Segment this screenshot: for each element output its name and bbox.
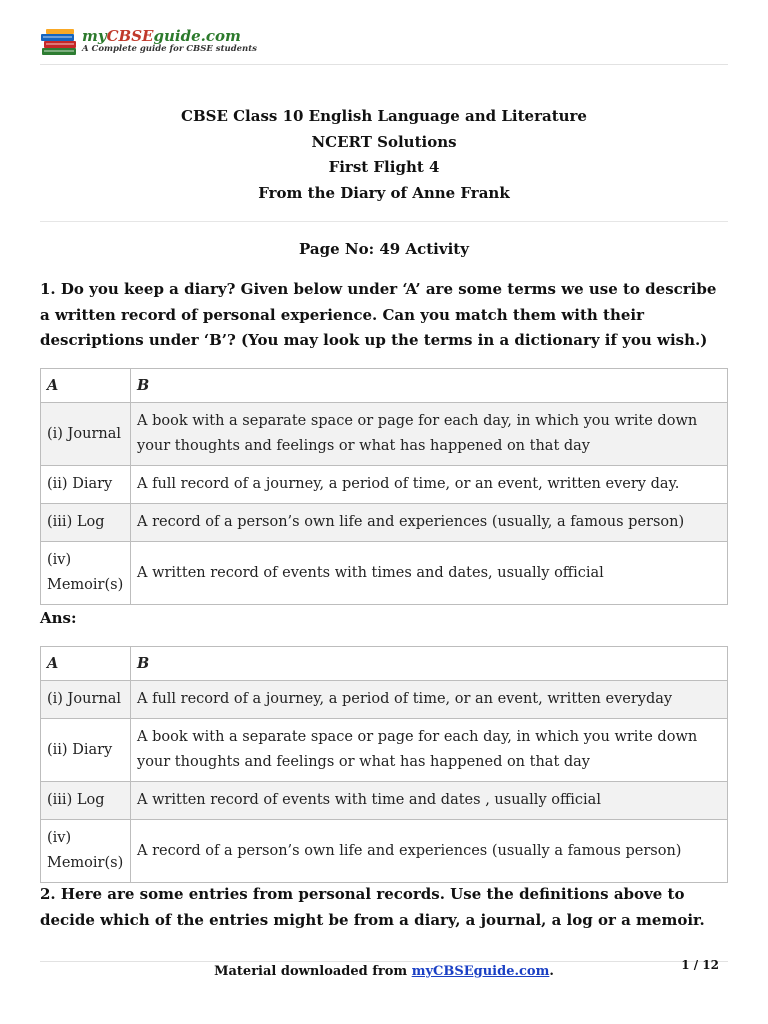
title-line-1: CBSE Class 10 English Language and Literature (181, 107, 587, 125)
title-line-3: First Flight 4 (328, 158, 440, 176)
footer-link[interactable]: myCBSEguide.com (411, 964, 550, 979)
table-row (41, 542, 728, 605)
title-line-4: From the Diary of Anne Frank (258, 183, 510, 202)
description-cell: A book with a separate space or page for each day, in which you write down your thoughts and feelings or what has happened on that day (131, 719, 728, 782)
table-header-row (41, 647, 728, 681)
page-count: 1 / 12 (681, 958, 719, 972)
brand-logo[interactable] (82, 28, 257, 54)
description-cell: A written record of events with times and dates, usually official (131, 542, 728, 605)
term-cell: (iii) Log (41, 504, 131, 542)
term-cell: (ii) Diary (41, 466, 131, 504)
divider (40, 221, 728, 222)
question-table (40, 368, 728, 605)
footer-text: Material downloaded from (214, 964, 412, 979)
page-footer (40, 962, 728, 982)
term-cell: (iv) Memoir(s) (41, 542, 131, 605)
column-header-a: A (41, 647, 131, 681)
brand-name: myCBSEguide.com (82, 27, 241, 45)
table-row (41, 820, 728, 883)
table-row (41, 403, 728, 466)
table-row (41, 504, 728, 542)
description-cell: A full record of a journey, a period of time, or an event, written every day. (131, 466, 728, 504)
table-row (41, 466, 728, 504)
term-cell: (iii) Log (41, 782, 131, 820)
footer-suffix: . (549, 964, 554, 979)
description-cell: A written record of events with time and dates , usually official (131, 782, 728, 820)
description-cell: A record of a person’s own life and experiences (usually, a famous person) (131, 504, 728, 542)
term-cell: (i) Journal (41, 681, 131, 719)
question-1: 1. Do you keep a diary? Given below under ‘A’ are some terms we use to describe a written record of personal experience. Can you match them with their descriptions under ‘B’? (You may look up the terms in a dictionary if you wish.) (40, 280, 717, 349)
brand-tagline: A Complete guide for CBSE students (82, 44, 257, 54)
table-row (41, 681, 728, 719)
table-header-row (41, 369, 728, 403)
page-heading: Page No: 49 Activity (299, 240, 469, 258)
column-header-b: B (131, 369, 728, 403)
table-row (41, 719, 728, 782)
column-header-a: A (41, 369, 131, 403)
description-cell: A book with a separate space or page for each day, in which you write down your thoughts and feelings or what has happened on that day (131, 403, 728, 466)
page-header (40, 26, 728, 65)
question-2: 2. Here are some entries from personal records. Use the definitions above to decide which of the entries might be from a diary, a journal, a log or a memoir. (40, 885, 705, 929)
title-line-2: NCERT Solutions (311, 132, 457, 151)
table-row (41, 782, 728, 820)
term-cell: (i) Journal (41, 403, 131, 466)
term-cell: (ii) Diary (41, 719, 131, 782)
answer-label: Ans: (40, 609, 77, 627)
description-cell: A record of a person’s own life and experiences (usually a famous person) (131, 820, 728, 883)
document-title-block (40, 104, 728, 206)
description-cell: A full record of a journey, a period of time, or an event, written everyday (131, 681, 728, 719)
column-header-b: B (131, 647, 728, 681)
term-cell: (iv) Memoir(s) (41, 820, 131, 883)
books-logo-icon (40, 28, 80, 58)
answer-table (40, 646, 728, 883)
